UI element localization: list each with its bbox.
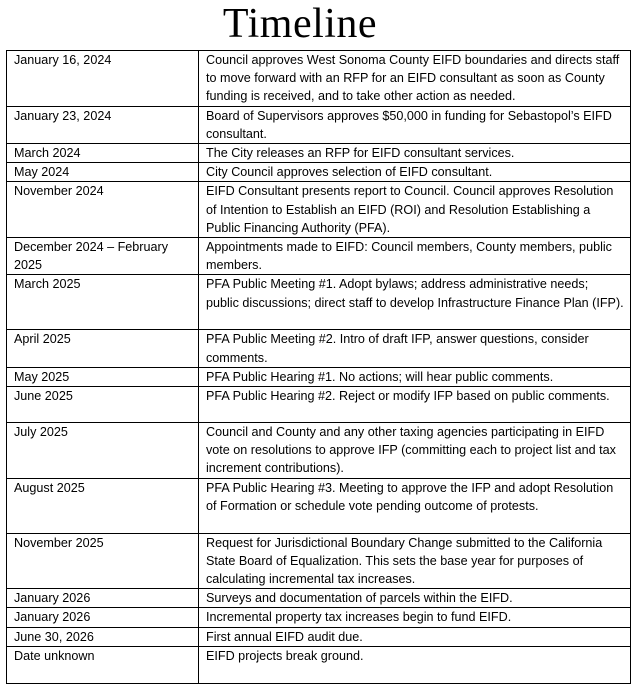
date-cell: March 2025 bbox=[7, 275, 199, 330]
date-cell: November 2025 bbox=[7, 533, 199, 589]
event-cell: The City releases an RFP for EIFD consultant services. bbox=[199, 144, 631, 163]
table-row bbox=[7, 275, 631, 330]
date-cell: January 2026 bbox=[7, 608, 199, 627]
date-cell: August 2025 bbox=[7, 478, 199, 533]
table-row bbox=[7, 163, 631, 182]
table-row bbox=[7, 478, 631, 533]
table-row bbox=[7, 144, 631, 163]
table-row bbox=[7, 423, 631, 479]
event-cell: Request for Jurisdictional Boundary Change submitted to the California State Board of Equalization. This sets the base year for purposes of calculating incremental tax increases. bbox=[199, 533, 631, 589]
event-cell: EIFD projects break ground. bbox=[199, 646, 631, 683]
event-cell: Council and County and any other taxing agencies participating in EIFD vote on resolutions to approve IFP (committing each to project list and tax increment contributions). bbox=[199, 423, 631, 479]
table-row bbox=[7, 51, 631, 107]
timeline-table bbox=[6, 50, 631, 684]
table-row bbox=[7, 646, 631, 683]
event-cell: PFA Public Hearing #2. Reject or modify IFP based on public comments. bbox=[199, 387, 631, 423]
event-cell: Board of Supervisors approves $50,000 in funding for Sebastopol’s EIFD consultant. bbox=[199, 106, 631, 143]
table-row bbox=[7, 182, 631, 238]
table-row bbox=[7, 330, 631, 367]
date-cell: Date unknown bbox=[7, 646, 199, 683]
event-cell: City Council approves selection of EIFD consultant. bbox=[199, 163, 631, 182]
date-cell: March 2024 bbox=[7, 144, 199, 163]
event-cell: PFA Public Meeting #2. Intro of draft IFP, answer questions, consider comments. bbox=[199, 330, 631, 367]
event-cell: Council approves West Sonoma County EIFD boundaries and directs staff to move forward with an RFP for an EIFD consultant as soon as County funding is received, and to take other action as needed. bbox=[199, 51, 631, 107]
event-cell: PFA Public Hearing #3. Meeting to approve the IFP and adopt Resolution of Formation or schedule vote pending outcome of protests. bbox=[199, 478, 631, 533]
date-cell: May 2025 bbox=[7, 367, 199, 386]
date-cell: December 2024 – February 2025 bbox=[7, 238, 199, 275]
event-cell: Surveys and documentation of parcels within the EIFD. bbox=[199, 589, 631, 608]
table-row bbox=[7, 608, 631, 627]
event-cell: First annual EIFD audit due. bbox=[199, 627, 631, 646]
table-row bbox=[7, 627, 631, 646]
date-cell: January 16, 2024 bbox=[7, 51, 199, 107]
date-cell: April 2025 bbox=[7, 330, 199, 367]
date-cell: January 23, 2024 bbox=[7, 106, 199, 143]
table-row bbox=[7, 387, 631, 423]
event-cell: Incremental property tax increases begin to fund EIFD. bbox=[199, 608, 631, 627]
date-cell: November 2024 bbox=[7, 182, 199, 238]
date-cell: May 2024 bbox=[7, 163, 199, 182]
event-cell: PFA Public Meeting #1. Adopt bylaws; address administrative needs; public discussions; direct staff to develop Infrastructure Finance Plan (IFP). bbox=[199, 275, 631, 330]
table-row bbox=[7, 367, 631, 386]
date-cell: January 2026 bbox=[7, 589, 199, 608]
table-row bbox=[7, 238, 631, 275]
table-row bbox=[7, 106, 631, 143]
page-title: Timeline bbox=[222, 1, 378, 47]
date-cell: June 2025 bbox=[7, 387, 199, 423]
table-row bbox=[7, 589, 631, 608]
date-cell: July 2025 bbox=[7, 423, 199, 479]
event-cell: PFA Public Hearing #1. No actions; will hear public comments. bbox=[199, 367, 631, 386]
event-cell: EIFD Consultant presents report to Council. Council approves Resolution of Intention to Establish an EIFD (ROI) and Resolution Establishing a Public Financing Authority (PFA). bbox=[199, 182, 631, 238]
table-row bbox=[7, 533, 631, 589]
date-cell: June 30, 2026 bbox=[7, 627, 199, 646]
event-cell: Appointments made to EIFD: Council members, County members, public members. bbox=[199, 238, 631, 275]
